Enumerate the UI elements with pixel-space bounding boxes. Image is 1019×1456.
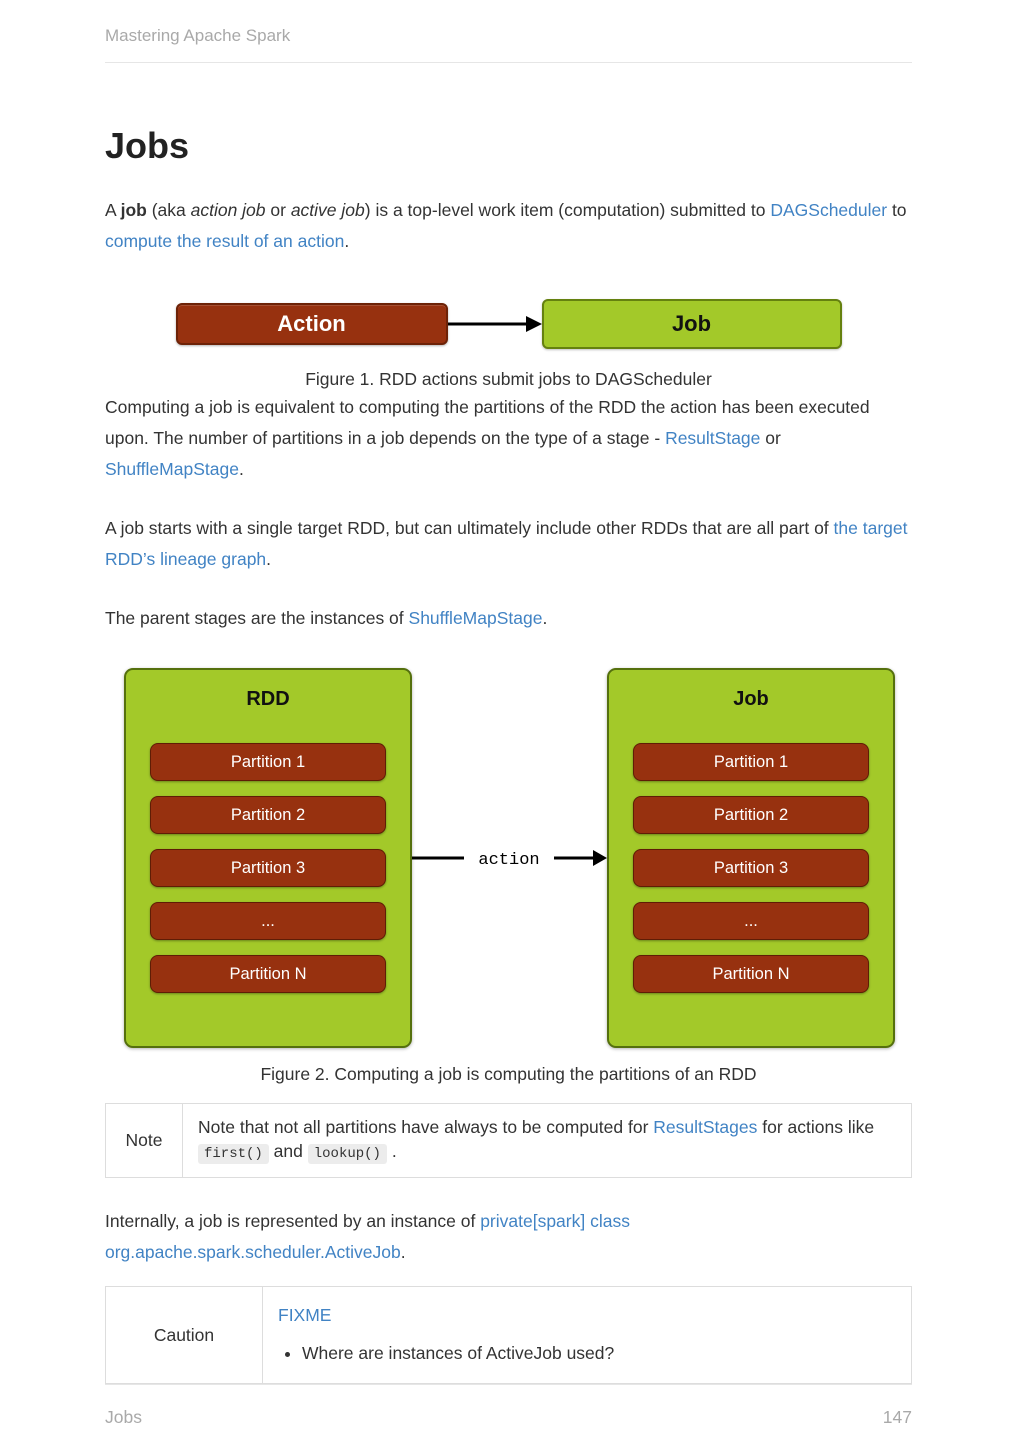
footer-page-number: 147 [882,1407,912,1427]
link-activejob-class[interactable]: private[spark] class org.apache.spark.scheduler.ActiveJob [105,1211,630,1262]
partition-item: Partition 3 [150,849,386,887]
caution-bullet-list [302,1341,896,1365]
figure2-caption: Figure 2. Computing a job is computing the partitions of an RDD [260,1064,757,1084]
job-partitions [633,743,869,993]
book-title-header [105,26,912,63]
partition-item: Partition 1 [633,743,869,781]
text-segment: A [105,200,121,220]
partition-item: Partition N [633,955,869,993]
intro-paragraph [105,195,912,257]
text-segment: . [344,231,350,251]
text-segment: A job starts with a single target RDD, but can ultimately include other RDDs that are all part of [105,518,834,538]
partition-item: Partition N [150,955,386,993]
em-active-job: active job [290,200,365,220]
link-fixme[interactable]: FIXME [278,1305,332,1325]
link-shufflemapstage[interactable]: ShuffleMapStage [105,459,239,479]
action-arrow-label: action [478,851,540,870]
text-segment: The parent stages are the instances of [105,608,409,628]
rdd-box-title: RDD [246,688,290,710]
text-segment: to [887,200,907,220]
footer-page-name: Jobs [105,1407,142,1427]
em-action-job: action job [190,200,266,220]
job-box-title: Job [733,688,769,710]
book-title: Mastering Apache Spark [105,26,291,45]
internal-paragraph [105,1206,912,1268]
text-segment: ) is a top-level work item (computation) submitted to [364,200,771,220]
partition-item: ... [150,902,386,940]
text-segment: and [268,1141,308,1161]
text-segment: Computing a job is equivalent to computing the partitions of the RDD the action has been executed upon. The number of partitions in a job depends on the type of a stage - [105,397,870,448]
partition-item: Partition 3 [633,849,869,887]
partition-item: Partition 2 [633,796,869,834]
text-segment: Internally, a job is represented by an instance of [105,1211,481,1231]
link-shufflemapstage-2[interactable]: ShuffleMapStage [408,608,543,628]
note-admonition [105,1103,912,1178]
link-compute-result-of-action[interactable]: compute the result of an action [105,231,345,251]
text-segment: . [238,459,244,479]
partition-item: ... [633,902,869,940]
caution-body [263,1287,912,1384]
action-box-label: Action [277,311,346,336]
text-segment: . [386,1141,397,1161]
arrow-action-to-job-icon [448,313,542,335]
text-segment: . [400,1242,406,1262]
action-box [176,303,448,345]
text-segment: or [265,200,291,220]
text-segment: . [266,549,272,569]
note-label: Note [106,1104,183,1178]
inline-code-first: first() [198,1144,269,1164]
caution-bullet-item: • Where are instances of ActiveJob used? [302,1341,896,1365]
note-body [183,1104,912,1178]
caution-label: Caution [106,1287,263,1384]
inline-code-lookup: lookup() [308,1144,387,1164]
figure1-caption: Figure 1. RDD actions submit jobs to DAGScheduler [305,369,712,389]
action-arrow-icon [412,840,607,876]
text-segment: Note that not all partitions have always to be computed for [198,1117,654,1137]
partition-item: Partition 1 [150,743,386,781]
job-partitions-box [607,668,895,1048]
text-segment: or [760,428,781,448]
bold-job: job [120,200,147,220]
parent-stages-paragraph [105,603,912,634]
page-footer [105,1384,912,1428]
page-title: Jobs [105,125,190,166]
job-box [542,299,842,349]
text-segment: (aka [146,200,191,220]
text-segment: . [542,608,548,628]
rdd-partitions [150,743,386,993]
figure1-diagram [105,299,912,349]
partition-item: Partition 2 [150,796,386,834]
computing-paragraph [105,392,912,485]
text-segment: for actions like [757,1117,875,1137]
rdd-box [124,668,412,1048]
caution-admonition [105,1286,912,1384]
job-box-label: Job [671,311,712,336]
lineage-paragraph [105,513,912,575]
link-lineage-graph[interactable]: the target RDD’s lineage graph [105,518,908,569]
link-resultstage[interactable]: ResultStage [665,428,761,448]
link-resultstages[interactable]: ResultStages [653,1117,758,1137]
link-dagscheduler[interactable]: DAGScheduler [770,200,888,220]
figure2-diagram [105,668,912,1048]
